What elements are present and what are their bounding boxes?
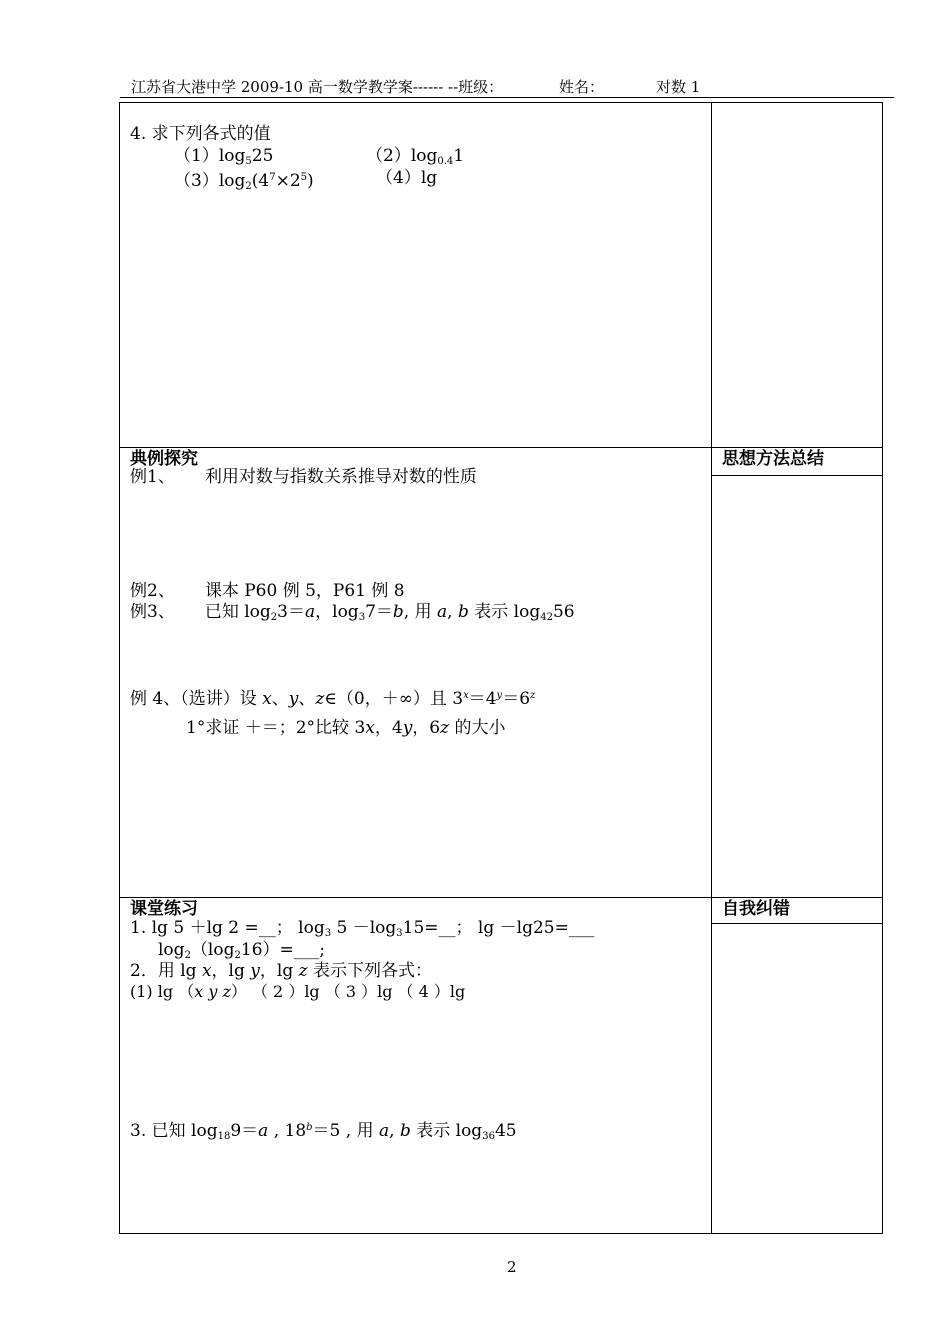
part4-item-3-sub: 2 [245,181,252,192]
practice-q3-c: a [258,1121,269,1141]
example-4-line2-a: 1°求证 ＋＝；2°比较 3 [186,718,366,738]
example-3 [130,602,575,628]
example-3-l: 56 [552,602,575,622]
example-4-line2-b: ，4 [374,718,403,738]
header-topic: 对数 1 [656,78,701,96]
example-1 [130,467,477,487]
example-4-s2: 、 [298,689,316,709]
header-name-label: 姓名： [559,78,605,96]
practice-q3-j: 45 [494,1121,517,1141]
example-3-j: b [457,602,469,622]
example-4 [130,686,535,709]
example-3-c: a [305,602,316,622]
example-4-supx: x [463,690,469,701]
table-middle-border [711,102,712,1233]
practice-q3-i: 表示 log [410,1121,483,1141]
practice-q2-z: z [298,961,308,981]
page-number: 2 [507,1258,517,1276]
part4-item-2-pre: （2）log [366,146,438,166]
example-4-s1: 、 [271,689,289,709]
practice-q2 [130,961,432,981]
practice-q1-line2-b: （log [190,940,235,960]
part4-item-3-sup1: 7 [269,172,276,183]
example-1-text: 利用对数与指数关系推导对数的性质 [204,467,477,487]
practice-q2-items-x: x y z [194,982,231,1001]
example-4-y: y [288,689,299,709]
example-4-line-2 [186,718,506,738]
example-3-f: b [392,602,404,622]
example-3-b: 3＝ [277,602,305,622]
example-3-i: , [447,602,458,622]
example-1-label: 例1、 [130,467,175,487]
example-4-line2-c: ，6 [412,718,441,738]
practice-q3 [130,1118,517,1147]
method-summary-heading: 思想方法总结 [722,449,824,469]
practice-q3-h: b [399,1121,411,1141]
practice-q3-sub1: 18 [217,1131,231,1142]
example-3-e: 7＝ [365,602,393,622]
example-4-line2-x: x [365,718,375,738]
table-bottom-border [119,1233,883,1234]
practice-q3-sub2: 36 [482,1131,495,1142]
practice-q2-items [130,982,465,1002]
header-school: 江苏省大港中学 2009-10 高一数学教学案------ --班级： [131,78,504,96]
practice-q3-b: 9＝ [230,1121,259,1141]
example-2-label: 例2、 [130,581,175,601]
practice-q1-line2-a: log [158,940,185,960]
practice-q2-items-b: ） （ 2 ）lg （ 3 ）lg （ 4 ）lg [230,982,466,1001]
practice-q1-sub1: 3 [324,928,332,939]
example-3-k: 表示 log [468,602,541,622]
practice-q1-line2-c: 16）=___; [240,940,325,960]
part4-item-2-sub: 0.4 [437,156,454,167]
example-4-supz: z [530,690,536,701]
part4-item-4: （4）lg [376,168,438,188]
side-heading-rule-1 [711,475,883,476]
example-3-g: , 用 [403,602,438,622]
header-rule [120,97,894,98]
practice-q2-x: x [201,961,212,981]
table-left-border [119,102,120,1233]
example-4-line2-d: 的大小 [449,718,506,738]
section-divider-2 [119,897,883,898]
example-4-line2-z: z [440,718,450,738]
practice-q3-g: , [389,1121,400,1141]
table-right-border [882,102,883,1233]
example-4-b: ∈（0，＋∞）且 3 [324,689,464,709]
side-heading-rule-2 [711,923,883,924]
part4-item-1-pre: （1）log [174,146,246,166]
practice-q2-b: ，lg [211,961,251,981]
practice-q1-b: 5 －log [331,918,397,938]
example-4-c: ＝4 [468,689,497,709]
example-3-sub3: 42 [540,612,553,623]
part4-item-3 [174,168,314,197]
part4-item-2-post: 1 [453,146,465,166]
practice-q3-f: a [378,1121,390,1141]
part4-item-3-sup2: 5 [300,172,308,183]
table-top-border [119,102,883,103]
practice-q3-a: 3. 已知 log [130,1121,218,1141]
example-4-x: x [262,689,272,709]
practice-q1-sub2: 3 [396,928,403,939]
practice-q1-c: 15=__； lg －lg25=___ [402,918,595,938]
example-4-line2-y: y [402,718,413,738]
practice-q2-y: y [250,961,260,981]
practice-q2-c: ，lg [259,961,299,981]
part4-item-3-end: ) [307,171,314,191]
part4-item-3-pre: （3）log [174,171,246,191]
part4-item-1-post: 25 [251,146,274,166]
practice-q3-e: ＝5 , 用 [312,1121,379,1141]
practice-heading: 课堂练习 [130,899,198,919]
practice-q2-d: 表示下列各式： [307,961,432,981]
section-divider-1 [119,447,883,448]
example-4-a: 例 4、（选讲）设 [130,689,263,709]
example-3-a: 已知 log [204,602,271,622]
example-2 [130,581,405,601]
practice-q3-d: , 18 [268,1121,307,1141]
part4-item-3-x: ×2 [275,171,301,191]
example-3-d: ，log [315,602,359,622]
example-2-text: 课本 P60 例 5，P61 例 8 [204,581,405,601]
example-3-label: 例3、 [130,602,175,622]
part4-item-3-mid: (4 [251,171,270,191]
practice-q2-a: 2．用 lg [130,961,202,981]
practice-q1-line2-sub1: 2 [184,950,191,961]
practice-q1-line2-sub2: 2 [234,950,241,961]
part4-item-1-sub: 5 [245,156,252,167]
practice-q2-items-a: (1) lg （ [130,982,195,1001]
self-correction-heading: 自我纠错 [722,899,790,919]
example-3-sub2: 3 [358,612,366,623]
example-4-d: ＝6 [502,689,531,709]
example-4-supy: y [496,690,503,701]
example-4-z: z [315,689,325,709]
part4-title: 4. 求下列各式的值 [130,124,271,144]
practice-q3-sup: b [306,1122,313,1133]
example-3-h: a [437,602,448,622]
practice-q1-a: 1. lg 5 ＋lg 2 =__； log [130,918,325,938]
example-3-sub1: 2 [270,612,278,623]
examples-heading: 典例探究 [130,449,198,469]
